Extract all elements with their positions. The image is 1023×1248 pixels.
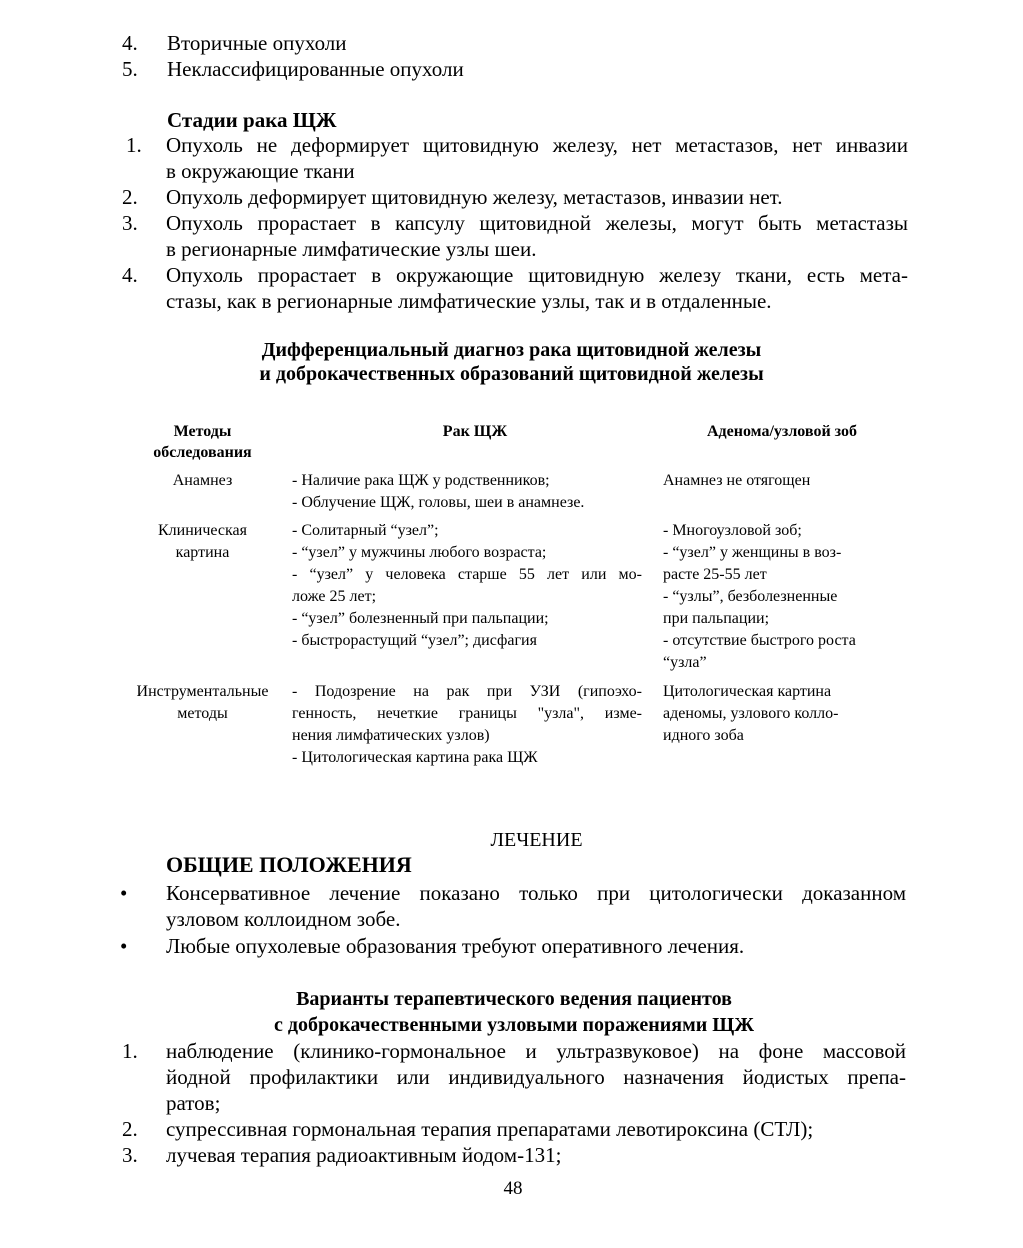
variant-text: супрессивная гормональная терапия препаратами левотироксина (СТЛ); <box>166 1117 814 1141</box>
table-cell-method: Клиническая картина <box>158 522 247 561</box>
treatment-heading: ЛЕЧЕНИЕ <box>490 829 583 851</box>
page-number: 48 <box>503 1178 523 1199</box>
bullet-text: Любые опухолевые образования требуют оперативного лечения. <box>166 934 745 958</box>
treatment-subheading: ОБЩИЕ ПОЛОЖЕНИЯ <box>166 852 412 877</box>
table-cell-adenoma: Цитологическая картина аденомы, узлового колло- идного зоба <box>663 683 839 744</box>
table-cell-cancer: - Солитарный “узел”; - “узел” у мужчины любого возраста; - “узел” у человека старше 55 лет или мо- ложе 25 лет; - “узел” болезненный при пальпации; - быстрорастущий “узел”; дисфагия <box>292 522 642 649</box>
header-adenoma: Аденома/узловой зоб <box>707 423 857 440</box>
stage-text: Опухоль деформирует щитовидную железу, метастазов, инвазии нет. <box>166 185 783 209</box>
variant-number: 3. <box>122 1143 138 1167</box>
stage-text: Опухоль прорастает в капсулу щитовидной железы, могут быть метастазы в регионарные лимфатические узлы шеи. <box>166 211 908 261</box>
stage-number: 2. <box>122 185 138 209</box>
variants-title: Варианты терапевтического ведения пациентов с доброкачественными узловыми поражениями ЩЖ <box>274 988 754 1036</box>
table-cell-adenoma: - Многоузловой зоб; - “узел” у женщины в воз- расте 25-55 лет - “узлы”, безболезненные при пальпации; - отсутствие быстрого роста “узла” <box>663 522 856 671</box>
list-item-text: Вторичные опухоли <box>167 31 347 55</box>
bullet-icon: • <box>120 934 128 958</box>
table-cell-cancer: - Наличие рака ЩЖ у родственников; - Облучение ЩЖ, головы, шеи в анамнезе. <box>292 472 585 511</box>
diff-title: Дифференциальный диагноз рака щитовидной железы и доброкачественных образований щитовидной железы <box>259 339 764 385</box>
stages-title: Стадии рака ЩЖ <box>167 108 337 132</box>
list-number: 4. <box>122 31 138 55</box>
stage-number: 3. <box>122 211 138 235</box>
table-cell-method: Инструментальные методы <box>136 683 269 722</box>
table-cell-adenoma: Анамнез не отягощен <box>663 472 811 489</box>
header-methods: Методы обследования <box>153 423 252 461</box>
variant-number: 2. <box>122 1117 138 1141</box>
stage-text: Опухоль прорастает в окружающие щитовидную железу ткани, есть мета- стазы, как в регионарные лимфатические узлы, так и в отдаленные. <box>166 263 908 313</box>
variant-text: наблюдение (клинико-гормональное и ультразвуковое) на фоне массовой йодной профилактики или индивидуального назначения йодистых препа- ратов; <box>166 1039 906 1115</box>
list-number: 5. <box>122 57 138 81</box>
bullet-text: Консервативное лечение показано только при цитологически доказанном узловом коллоидном зобе. <box>166 881 906 931</box>
bullet-icon: • <box>120 881 128 905</box>
stage-text: Опухоль не деформирует щитовидную железу, нет метастазов, нет инвазии в окружающие ткани <box>166 133 908 183</box>
stage-number: 4. <box>122 263 138 287</box>
table-cell-method: Анамнез <box>172 472 233 489</box>
header-cancer: Рак ЩЖ <box>442 423 508 440</box>
variant-text: лучевая терапия радиоактивным йодом-131; <box>166 1143 562 1167</box>
list-item-text: Неклассифицированные опухоли <box>167 57 464 81</box>
variant-number: 1. <box>122 1039 138 1063</box>
table-cell-cancer: - Подозрение на рак при УЗИ (гипоэхо- генность, нечеткие границы "узла", изме- нения лимфатических узлов) - Цитологическая картина рака ЩЖ <box>292 683 642 766</box>
stage-number: 1. <box>126 133 142 157</box>
